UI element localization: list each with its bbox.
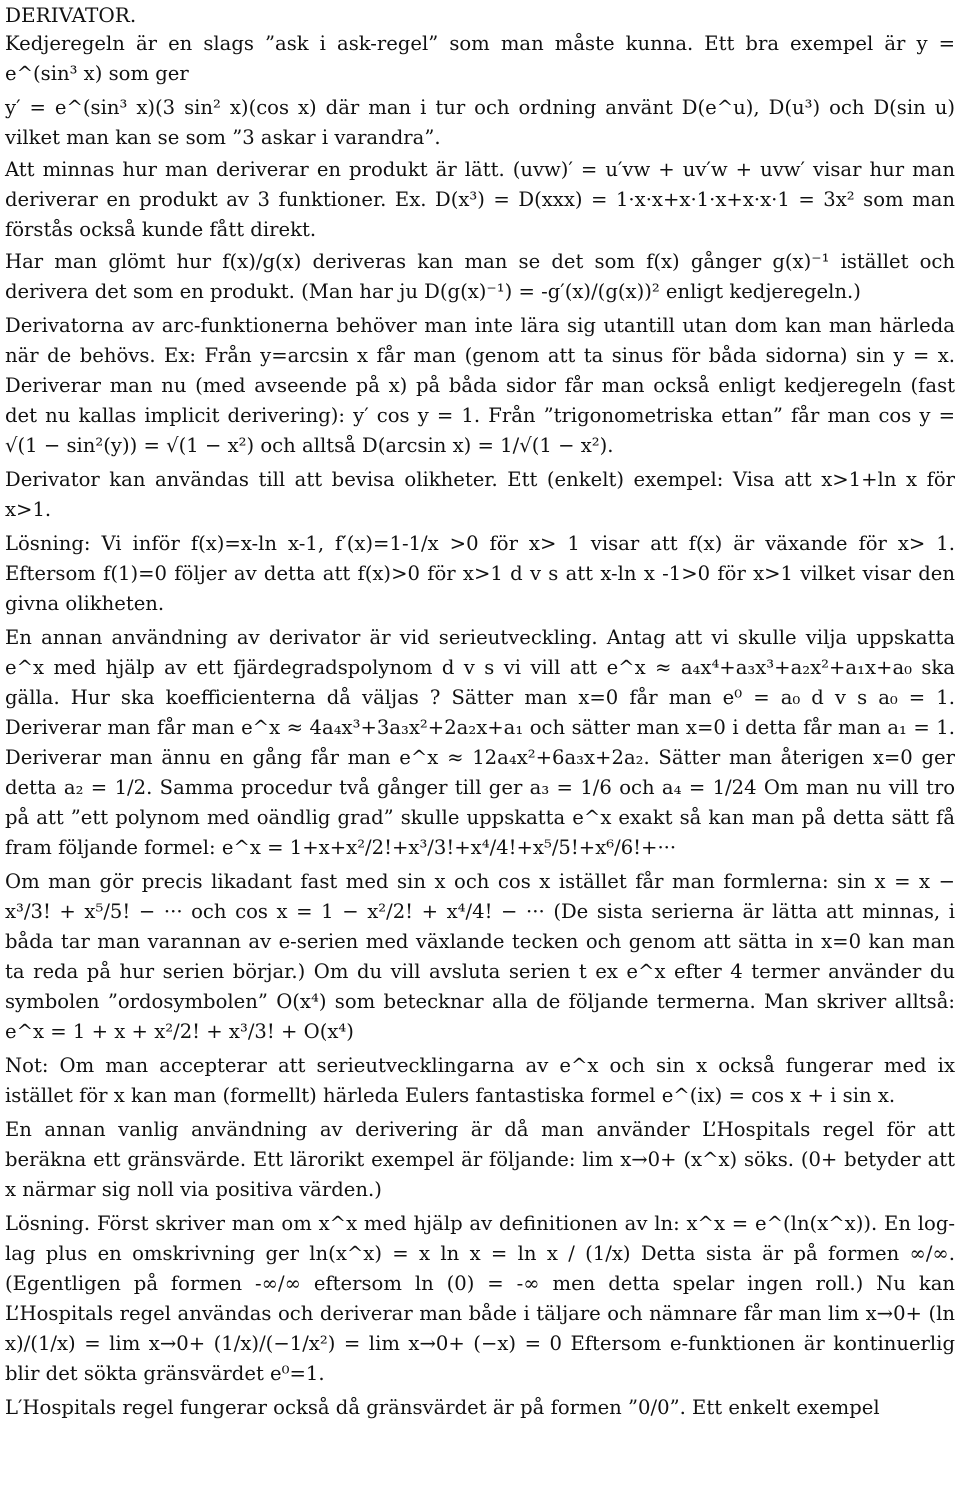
paragraph-inequality-solution: Lösning: Vi inför f(x)=x-ln x-1, f′(x)=1-1/x >0 för x> 1 visar att f(x) är växande för x> 1. Eftersom f(1)=0 följer av detta att f(x)>0 för x>1 d v s att x-ln x -1>0 för x>1 vilket visar den givna olikheten. <box>5 532 955 615</box>
paragraph-lhospital-solution: Lösning. Först skriver man om x^x med hjälp av definitionen av ln: x^x = e^(ln(x^x)). En log-lag plus en omskrivning ger ln(x^x) = x ln x = ln x / (1/x) Detta sista är på formen ∞/∞. (Egentligen på formen -∞/∞ eftersom ln (0) = -∞ men detta spelar ingen roll.) Nu kan L’Hospitals regel användas och deriverar man både i täljare och nämnare får man lim x→0+ (ln x)/(1/x) = lim x→0+ (1/x)/(−1/x²) = lim x→0+ (−x) = 0 Eftersom e-funktionen är kontinuerlig blir det sökta gränsvärdet e⁰=1. <box>5 1212 955 1385</box>
paragraph-product-rule: Att minnas hur man deriverar en produkt är lätt. (uvw)′ = u′vw + uv′w + uvw′ visar hur man deriverar en produkt av 3 funktioner. Ex. D(x³) = D(xxx) = 1·x·x+x·1·x+x·x·1 = 3x² som man förstås också kunde fått direkt. <box>5 158 955 241</box>
paragraph-arc-functions: Derivatorna av arc-funktionerna behöver man inte lära sig utantill utan dom kan man härleda när de behövs. Ex: Från y=arcsin x får man (genom att ta sinus för båda sidorna) sin y = x. Deriverar man nu (med avseende på x) på båda sidor får man också enligt kedjeregeln (fast det nu kallas implicit derivering): y′ cos y = 1. Från ”trigonometriska ettan” får man cos y = √(1 − sin²(y)) = √(1 − x²) och alltså D(arcsin x) = 1/√(1 − x²). <box>5 314 955 457</box>
paragraph-chain-rule-example: y′ = e^(sin³ x)(3 sin² x)(cos x) där man i tur och ordning använt D(e^u), D(u³) och D(sin u) vilket man kan se som ”3 askar i varandra”. <box>5 96 955 149</box>
paragraph-euler-formula: Not: Om man accepterar att serieutvecklingarna av e^x och sin x också fungerar med ix istället för x kan man (formellt) härleda Eulers fantastiska formel e^(ix) = cos x + i sin x. <box>5 1054 955 1107</box>
paragraph-sin-cos-series: Om man gör precis likadant fast med sin x och cos x istället får man formlerna: sin x = x − x³/3! + x⁵/5! − ··· och cos x = 1 − x²/2! + x⁴/4! − ··· (De sista serierna är lätta att minnas, i båda tar man varannan av e-serien med växlande tecken och genom att sätta in x=0 kan man ta reda på hur serien börjar.) Om du vill avsluta serien t ex e^x efter 4 termer använder du symbolen ”ordosymbolen” O(x⁴) som betecknar alla de följande termerna. Man skriver alltså: e^x = 1 + x + x²/2! + x³/3! + O(x⁴) <box>5 870 955 1043</box>
paragraph-inequalities: Derivator kan användas till att bevisa olikheter. Ett (enkelt) exempel: Visa att x>1+ln x för x>1. <box>5 468 955 521</box>
paragraph-chain-rule-intro: Kedjeregeln är en slags ”ask i ask-regel” som man måste kunna. Ett bra exempel är y = e^(sin³ x) som ger <box>5 32 955 85</box>
paragraph-series-expansion: En annan användning av derivator är vid serieutveckling. Antag att vi skulle vilja uppskatta e^x med hjälp av ett fjärdegradspolynom d v s vi vill att e^x ≈ a₄x⁴+a₃x³+a₂x²+a₁x+a₀ ska gälla. Hur ska koefficienterna då väljas ? Sätter man x=0 får man e⁰ = a₀ d v s a₀ = 1. Deriverar man får man e^x ≈ 4a₄x³+3a₃x²+2a₂x+a₁ och sätter man x=0 i detta får man a₁ = 1. Deriverar man ännu en gång får man e^x ≈ 12a₄x²+6a₃x+2a₂. Sätter man återigen x=0 ger detta a₂ = 1/2. Samma procedur två gånger till ger a₃ = 1/6 och a₄ = 1/24 Om man nu vill tro på att ”ett polynom med oändlig grad” skulle uppskatta e^x exakt så kan man på detta sätt få fram följande formel: e^x = 1+x+x²/2!+x³/3!+x⁴/4!+x⁵/5!+x⁶/6!+··· <box>5 626 955 859</box>
paragraph-quotient-rule: Har man glömt hur f(x)/g(x) deriveras kan man se det som f(x) gånger g(x)⁻¹ istället och derivera det som en produkt. (Man har ju D(g(x)⁻¹) = -g′(x)/(g(x))² enligt kedjeregeln.) <box>5 250 955 303</box>
paragraph-lhospital-intro: En annan vanlig användning av derivering är då man använder L’Hospitals regel för att beräkna ett gränsvärde. Ett lärorikt exempel är följande: lim x→0+ (x^x) söks. (0+ betyder att x närmar sig noll via positiva värden.) <box>5 1118 955 1201</box>
page-title: DERIVATOR. <box>5 3 137 27</box>
paragraph-lhospital-zero-over-zero: L′Hospitals regel fungerar också då gränsvärdet är på formen ”0/0”. Ett enkelt exempel <box>5 1396 880 1419</box>
